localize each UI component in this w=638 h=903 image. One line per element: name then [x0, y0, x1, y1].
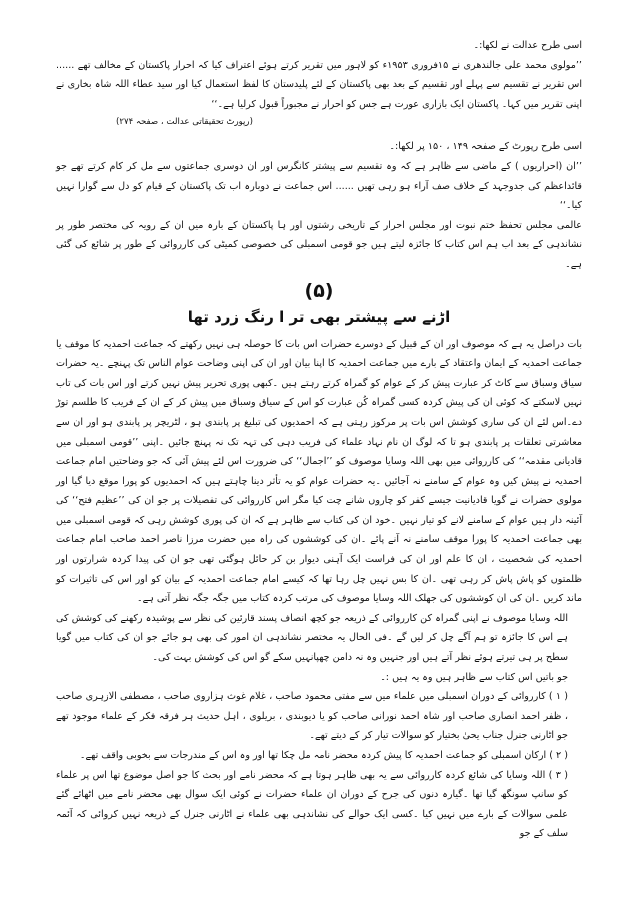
list-item-1: ( ۱ ) کارروائی کے دوران اسمبلی میں علماء میں سے مفتی محمود صاحب ، غلام غوث ہزاروی صاحب ، مصطفی الازہری صاحب ، ظفر احمد انصاری صاحب اور شاہ احمد نورانی صاحب کو یا دیوبندی ، بریلوی ، اہل حدیث ہر فرقہ فکر کے علماء موجود تھے جو اٹارنی جنرل جناب یحیٰ بختیار کو سوالات تیار کر کے دیتے تھے۔ — [56, 691, 568, 742]
report-line: اسی طرح رپورٹ کے صفحہ ۱۴۹ ، ۱۵۰ پر لکھا:۔ — [389, 141, 582, 153]
list-item-3: ( ۳ ) اللہ وسایا کی شائع کردہ کارروائی سے یہ بھی ظاہر ہوتا ہے کہ محضر نامے اور بحث کا جو اصل موضوع تھا اس پر علماء کو سانپ سونگھ گیا تھا ۔گیارہ دنوں کی جرح کے دوران ان علماء حضرات نے کوئی ایک سوال بھی محضر نامے میں اٹھائے گئے علمی سوالات کے بارے میں نہیں کیا ۔کسی ایک حوالے کی نشاندہی بھی علماء نے اٹارنی جنرل کے ذریعہ نہیں کروائی کہ آئمہ سلف کے جو — [56, 769, 568, 840]
section-number: (۵) — [304, 279, 334, 302]
quote-munir-report-1: ’’مولوی محمد علی جالندھری نے ۱۵فروری ۱۹۵۳ء کو لاہور میں تقریر کرتے ہوئے اعتراف کیا کہ احرار پاکستان کے مخالف تھے ...... اس تقریر نے تقسیم سے پہلے اور تقسیم کے بعد بھی پاکستان کے لئے پلیدستان کا لفظ استعمال کیا اور سید عطاء اللہ شاہ بخاری نے اپنی تقریر میں کہا۔ پاکستان ایک بازاری عورت ہے جس کو احرار نے مجبوراً قبول کرلیا ہے۔‘‘ — [56, 59, 582, 110]
reference-text-1: (رپورٹ تحقیقاتی عدالت ، صفحہ ۲۷۴) — [116, 117, 253, 128]
quote-munir-report-2: ’’ان (احراریوں ) کے ماضی سے ظاہر ہے کہ وہ تقسیم سے پیشتر کانگرس اور ان دوسری جماعتوں سے مل کر کام کرتے تھے جو قائداعظم کی جدوجہد کے خلاف صف آراء ہو رہی تھیں ...... اس جماعت نے دوبارہ اب تک پاکستان کے قیام کو دل سے گوارا نہیں کیا۔‘‘ — [56, 160, 582, 212]
paragraph-listing-intro: جو باتیں اس کتاب سے ظاہر ہیں وہ یہ ہیں :۔ — [380, 671, 568, 683]
paragraph-aalmi-majlis: عالمی مجلس تحفظ ختم نبوت اور مجلس احرار کے تاریخی رشتوں اور ہا پاکستان کے بارہ میں ان کے رویہ کی مختصر طور پر نشاندہی کے بعد اب ہم اس کتاب کا جائزہ لیتے ہیں جو قومی اسمبلی کی خصوصی کمیٹی کی کارروائی کے طور پر شائع کی گئی ہے۔ — [56, 219, 582, 270]
intro-line: اسی طرح عدالت نے لکھا:۔ — [473, 40, 582, 51]
section-heading: اڑنے سے پیشتر بھی تر ا رنگ زرد تھا — [187, 307, 451, 326]
paragraph-main-argument: بات دراصل یہ ہے کہ موصوف اور ان کے قبیل کے دوسرے حضرات اس بات کا حوصلہ ہی نہیں رکھتے کہ جماعت احمدیہ کا موقف یا جماعت احمدیہ کے ایمان واعتقاد کے بارے میں جماعت احمدیہ کا اپنا بیان اور ان کی اپنی وضاحت عوام الناس تک پہنچے ۔یہ حضرات سیاق وسباق سے کاٹ کر عبارت پیش کر کے عوام کو گمراہ کرتے رہتے ہیں ۔کبھی پوری تحریر پیش نہیں کرتے اور اس بات کی تاب نہیں لاسکتے کہ کوئی ان کی پیش کردہ کسی گمراہ کُن عبارت کو اس کے سیاق وسباق میں پیش کر کے ان کے فریب کا طلسم توڑ دے۔اس لئے ان کی ساری کوشش اس بات پر مرکوز رہتی ہے کہ احمدیوں کی تبلیغ پر پابندی ہو ، لٹریچر پر پابندی ہو اور ان سے معاشرتی تعلقات پر پابندی ہو تا کہ لوگ ان نام نہاد علماء کی فریب دہی کی تہہ تک نہ پہنچ جائیں ۔اپنی ’’قومی اسمبلی میں قادیانی مقدمہ‘‘ کی کارروائی میں بھی اللہ وسایا موصوف کو ’’اجمال‘‘ کی ضرورت اس لئے پیش آئی کہ جو وضاحتیں امام جماعت احمدیہ نے پیش کیں وہ عوام کے سامنے نہ آجائیں ۔یہ حضرات عوام کو یہ تأثر دینا چاہتے ہیں کہ احمدیوں کو پورا موقع دیا گیا اور مولوی حضرات نے گویا قادیانیت جیسے کفر کو چاروں شانے چت کیا مگر اس کارروائی کی تفصیلات پر جو ان کی ’’عظیم فتح‘‘ کی آئینہ دار ہیں عوام کے سامنے لانے کو تیار نہیں ۔خود ان کی کتاب سے ظاہر ہے کہ ان کی پوری کوشش رہی کہ قومی اسمبلی میں بھی جماعت احمدیہ کا پورا موقف سامنے نہ آنے پائے ۔ان کی کوششوں کی راہ میں حضرت مرزا ناصر احمد صاحب امام جماعت احمدیہ کی شخصیت ، ان کا علم اور ان کی فراست ایک آہنی دیوار بن کر حائل ہوگئی تھی جو ان کی پیدا کردہ شرارتوں اور ظلمتوں کو پاش پاش کر رہی تھی ۔ان کا بس نہیں چل رہا تھا کہ کیسے امام جماعت احمدیہ کے بیان کو اور اس کی تاثیرات کو ماند کریں ۔ان کی ان کوششوں کی جھلک اللہ وسایا موصوف کی مرتب کردہ کتاب میں جگہ جگہ نظر آتی ہے۔ — [56, 338, 582, 605]
list-item-2: ( ۲ ) ارکان اسمبلی کو جماعت احمدیہ کا پیش کردہ محضر نامہ مل چکا تھا اور وہ اس کے مندرجات سے بخوبی واقف تھے۔ — [79, 750, 568, 761]
reference-citation-1 — [56, 114, 582, 131]
paragraph-allah-wasaya: اللہ وسایا موصوف نے اپنی گمراہ کن کارروائی کے ذریعہ جو کچھ انصاف پسند قارئین کی نظر سے پوشیدہ رکھنے کی کوشش کی ہے اس کا جائزہ تو ہم آگے چل کر لیں گے ۔فی الحال یہ مختصر نشاندہی ان امور کی بھی ہو جائے جو ان کی کتاب میں گویا سطح پر ہی تیرتے ہوئے نظر آتے ہیں اور جنہیں وہ نہ دامن چھپانہیں سکے گو اس کی کوشش بہت کی۔ — [56, 612, 568, 664]
